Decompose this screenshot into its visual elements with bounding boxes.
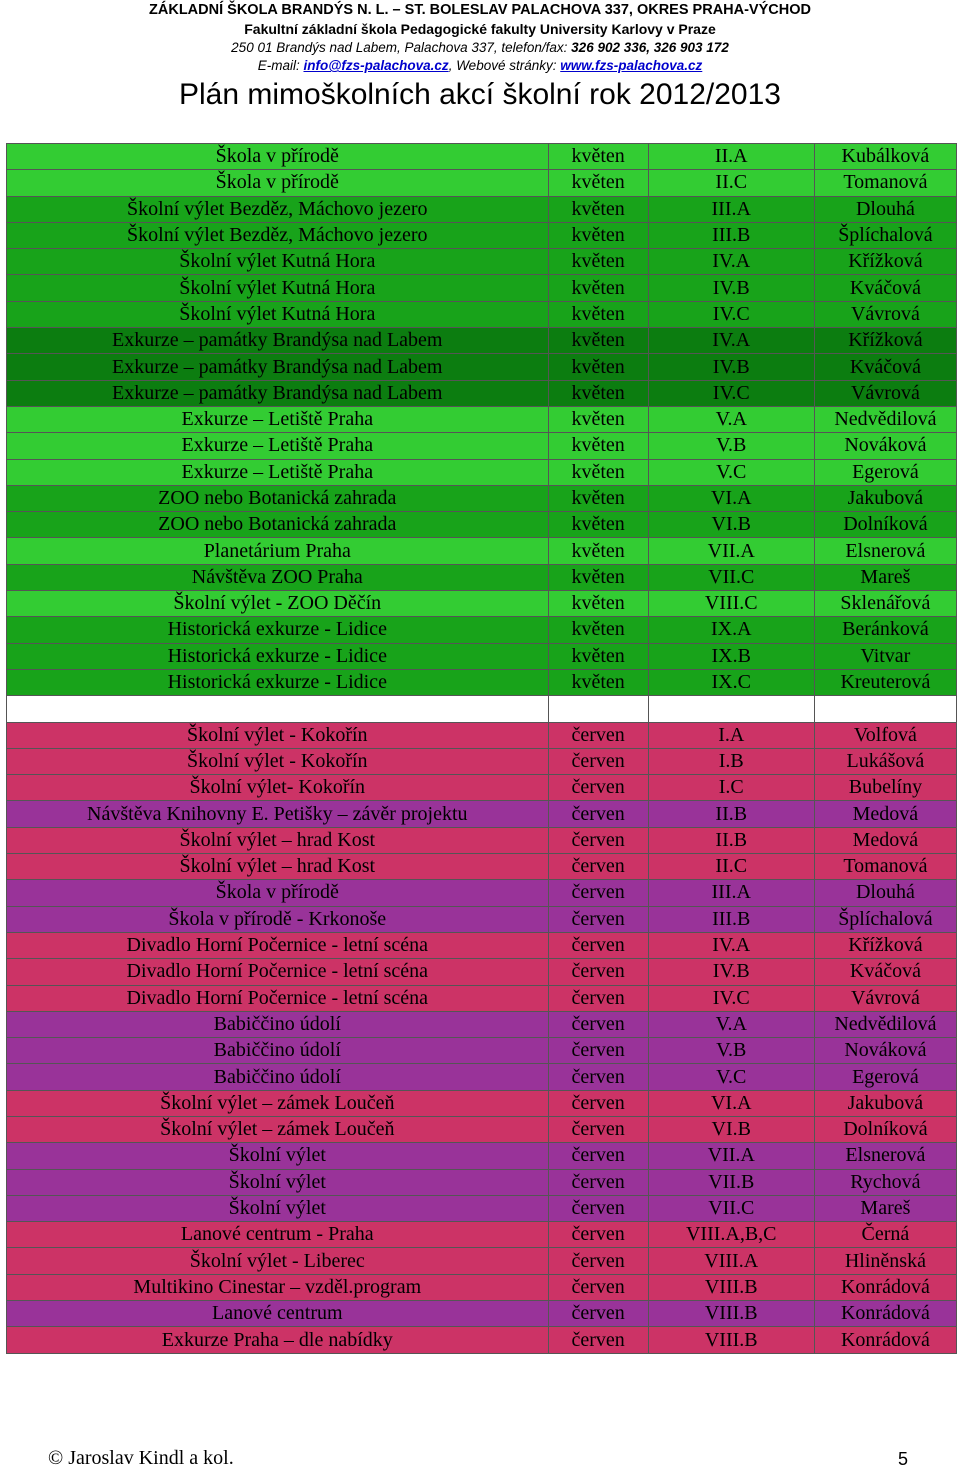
cell-month: červen <box>548 880 648 906</box>
table-row <box>7 1038 957 1064</box>
address-text: 250 01 Brandýs nad Labem, Palachova 337, telefon/fax: <box>231 40 572 55</box>
cell-teacher: Křížková <box>814 249 956 275</box>
cell-event: Školní výlet- Kokořín <box>7 775 549 801</box>
table-row <box>7 433 957 459</box>
cell-event: Školní výlet - ZOO Děčín <box>7 591 549 617</box>
cell-month: červen <box>548 1090 648 1116</box>
table-row <box>7 643 957 669</box>
cell-class: VI.B <box>648 512 814 538</box>
cell-month: červen <box>548 1301 648 1327</box>
cell-month: červen <box>548 1116 648 1142</box>
cell-class: IX.B <box>648 643 814 669</box>
table-row <box>7 564 957 590</box>
cell-teacher: Bubelíny <box>814 775 956 801</box>
table-row <box>7 959 957 985</box>
cell-class: II.B <box>648 801 814 827</box>
cell-class: II.C <box>648 854 814 880</box>
cell-teacher: Elsnerová <box>814 538 956 564</box>
cell-teacher <box>814 696 956 722</box>
cell-class: V.A <box>648 406 814 432</box>
cell-event: Planetárium Praha <box>7 538 549 564</box>
table-row <box>7 1274 957 1300</box>
cell-event: Historická exkurze - Lidice <box>7 617 549 643</box>
table-row <box>7 249 957 275</box>
cell-month: květen <box>548 433 648 459</box>
table-row <box>7 406 957 432</box>
cell-month: červen <box>548 906 648 932</box>
cell-month: květen <box>548 354 648 380</box>
cell-teacher: Černá <box>814 1222 956 1248</box>
table-row <box>7 722 957 748</box>
cell-event: Divadlo Horní Počernice - letní scéna <box>7 985 549 1011</box>
table-row <box>7 196 957 222</box>
cell-class: IV.C <box>648 301 814 327</box>
cell-teacher: Šplíchalová <box>814 906 956 932</box>
cell-event: Školní výlet - Liberec <box>7 1248 549 1274</box>
cell-class: VII.C <box>648 564 814 590</box>
cell-month: květen <box>548 564 648 590</box>
cell-class: VIII.A,B,C <box>648 1222 814 1248</box>
cell-teacher: Sklenářová <box>814 591 956 617</box>
web-label: , Webové stránky: <box>448 58 561 73</box>
cell-teacher: Nováková <box>814 1038 956 1064</box>
cell-event: Babiččino údolí <box>7 1011 549 1037</box>
cell-class: VI.B <box>648 1116 814 1142</box>
cell-class: VI.A <box>648 485 814 511</box>
cell-teacher: Mareš <box>814 564 956 590</box>
cell-month: květen <box>548 459 648 485</box>
table-row <box>7 906 957 932</box>
cell-class: II.A <box>648 144 814 170</box>
cell-class: VII.B <box>648 1169 814 1195</box>
cell-class: III.A <box>648 196 814 222</box>
cell-month: květen <box>548 406 648 432</box>
cell-month: květen <box>548 144 648 170</box>
cell-teacher: Kubálková <box>814 144 956 170</box>
website-link[interactable]: www.fzs-palachova.cz <box>560 58 703 73</box>
cell-event: Historická exkurze - Lidice <box>7 669 549 695</box>
table-row <box>7 459 957 485</box>
cell-class: V.B <box>648 1038 814 1064</box>
cell-class: IX.A <box>648 617 814 643</box>
cell-teacher: Vávrová <box>814 380 956 406</box>
cell-event: Škola v přírodě <box>7 170 549 196</box>
email-label: E-mail: <box>257 58 304 73</box>
cell-event: Školní výlet Kutná Hora <box>7 249 549 275</box>
cell-event: Školní výlet Kutná Hora <box>7 301 549 327</box>
events-table-body <box>7 144 957 1354</box>
cell-event: Školní výlet Bezděz, Máchovo jezero <box>7 196 549 222</box>
table-row <box>7 485 957 511</box>
cell-month: květen <box>548 512 648 538</box>
cell-class: I.C <box>648 775 814 801</box>
cell-month: červen <box>548 1143 648 1169</box>
contact-line <box>0 58 960 73</box>
cell-teacher: Vávrová <box>814 985 956 1011</box>
cell-month: červen <box>548 854 648 880</box>
table-row <box>7 1064 957 1090</box>
cell-event: Exkurze – Letiště Praha <box>7 406 549 432</box>
table-row <box>7 880 957 906</box>
cell-teacher: Kreuterová <box>814 669 956 695</box>
cell-teacher: Egerová <box>814 1064 956 1090</box>
table-row <box>7 1090 957 1116</box>
cell-teacher: Konrádová <box>814 1301 956 1327</box>
table-row <box>7 669 957 695</box>
cell-teacher: Elsnerová <box>814 1143 956 1169</box>
cell-class: VI.A <box>648 1090 814 1116</box>
cell-event: Školní výlet <box>7 1143 549 1169</box>
cell-event: Exkurze – památky Brandýsa nad Labem <box>7 328 549 354</box>
table-row <box>7 380 957 406</box>
cell-class: VIII.A <box>648 1248 814 1274</box>
cell-month: červen <box>548 827 648 853</box>
cell-month: květen <box>548 196 648 222</box>
cell-month: červen <box>548 985 648 1011</box>
cell-event: Školní výlet - Kokořín <box>7 722 549 748</box>
cell-teacher: Konrádová <box>814 1274 956 1300</box>
cell-month: červen <box>548 1038 648 1064</box>
cell-month: květen <box>548 170 648 196</box>
page-title: Plán mimoškolních akcí školní rok 2012/2013 <box>179 78 781 111</box>
table-row <box>7 1301 957 1327</box>
cell-class: I.B <box>648 748 814 774</box>
table-row <box>7 275 957 301</box>
cell-teacher: Medová <box>814 801 956 827</box>
cell-month: červen <box>548 1064 648 1090</box>
cell-class: IV.C <box>648 380 814 406</box>
cell-event: Školní výlet – hrad Kost <box>7 827 549 853</box>
cell-month: květen <box>548 591 648 617</box>
cell-teacher: Tomanová <box>814 854 956 880</box>
cell-teacher: Medová <box>814 827 956 853</box>
cell-teacher: Volfová <box>814 722 956 748</box>
cell-month: květen <box>548 380 648 406</box>
table-row <box>7 696 957 722</box>
cell-class: IV.A <box>648 328 814 354</box>
cell-month: červen <box>548 959 648 985</box>
cell-teacher: Konrádová <box>814 1327 956 1353</box>
cell-class: VIII.B <box>648 1301 814 1327</box>
cell-event: Školní výlet Kutná Hora <box>7 275 549 301</box>
cell-event: Exkurze – Letiště Praha <box>7 433 549 459</box>
cell-class: IX.C <box>648 669 814 695</box>
cell-class: III.B <box>648 222 814 248</box>
cell-teacher: Šplíchalová <box>814 222 956 248</box>
table-row <box>7 1327 957 1353</box>
table-row <box>7 985 957 1011</box>
cell-month: červen <box>548 1011 648 1037</box>
table-row <box>7 932 957 958</box>
cell-month: květen <box>548 538 648 564</box>
cell-teacher: Kváčová <box>814 354 956 380</box>
cell-teacher: Mareš <box>814 1195 956 1221</box>
cell-class: VIII.C <box>648 591 814 617</box>
cell-month: červen <box>548 1248 648 1274</box>
cell-class: V.A <box>648 1011 814 1037</box>
cell-teacher: Kváčová <box>814 959 956 985</box>
cell-month: květen <box>548 643 648 669</box>
cell-month <box>548 696 648 722</box>
cell-event: Škola v přírodě - Krkonoše <box>7 906 549 932</box>
cell-event: Babiččino údolí <box>7 1064 549 1090</box>
table-row <box>7 827 957 853</box>
cell-month: červen <box>548 1222 648 1248</box>
cell-event: Divadlo Horní Počernice - letní scéna <box>7 959 549 985</box>
cell-teacher: Vávrová <box>814 301 956 327</box>
cell-event: Školní výlet - Kokořín <box>7 748 549 774</box>
cell-month: červen <box>548 722 648 748</box>
cell-event: Multikino Cinestar – vzděl.program <box>7 1274 549 1300</box>
cell-class: IV.B <box>648 354 814 380</box>
table-row <box>7 328 957 354</box>
cell-teacher: Vitvar <box>814 643 956 669</box>
cell-class: II.B <box>648 827 814 853</box>
cell-class: III.A <box>648 880 814 906</box>
table-row <box>7 1116 957 1142</box>
cell-month: květen <box>548 485 648 511</box>
table-row <box>7 1169 957 1195</box>
cell-teacher: Kváčová <box>814 275 956 301</box>
cell-teacher: Křížková <box>814 328 956 354</box>
table-row <box>7 617 957 643</box>
table-row <box>7 354 957 380</box>
cell-class: VIII.B <box>648 1274 814 1300</box>
table-row <box>7 1222 957 1248</box>
cell-class: V.C <box>648 1064 814 1090</box>
faculty-affiliation: Fakultní základní škola Pedagogické fakulty University Karlovy v Praze <box>244 21 716 37</box>
cell-month: květen <box>548 222 648 248</box>
cell-class: IV.C <box>648 985 814 1011</box>
cell-event: Historická exkurze - Lidice <box>7 643 549 669</box>
cell-month: červen <box>548 801 648 827</box>
cell-class: VIII.B <box>648 1327 814 1353</box>
cell-class: III.B <box>648 906 814 932</box>
cell-teacher: Nedvědilová <box>814 406 956 432</box>
cell-teacher: Lukášová <box>814 748 956 774</box>
cell-event: Exkurze – Letiště Praha <box>7 459 549 485</box>
table-row <box>7 775 957 801</box>
cell-month: červen <box>548 748 648 774</box>
cell-event: Školní výlet – hrad Kost <box>7 854 549 880</box>
table-row <box>7 512 957 538</box>
cell-teacher: Beránková <box>814 617 956 643</box>
table-row <box>7 301 957 327</box>
cell-event <box>7 696 549 722</box>
table-row <box>7 801 957 827</box>
cell-event: Škola v přírodě <box>7 880 549 906</box>
cell-teacher: Jakubová <box>814 1090 956 1116</box>
cell-event: Škola v přírodě <box>7 144 549 170</box>
cell-teacher: Jakubová <box>814 485 956 511</box>
table-row <box>7 854 957 880</box>
cell-month: květen <box>548 301 648 327</box>
cell-event: Lanové centrum <box>7 1301 549 1327</box>
cell-month: květen <box>548 669 648 695</box>
cell-event: Divadlo Horní Počernice - letní scéna <box>7 932 549 958</box>
cell-month: květen <box>548 617 648 643</box>
cell-event: Lanové centrum - Praha <box>7 1222 549 1248</box>
cell-event: Školní výlet <box>7 1195 549 1221</box>
cell-teacher: Nedvědilová <box>814 1011 956 1037</box>
cell-teacher: Hliněnská <box>814 1248 956 1274</box>
cell-event: Babiččino údolí <box>7 1038 549 1064</box>
cell-month: květen <box>548 249 648 275</box>
cell-teacher: Egerová <box>814 459 956 485</box>
table-row <box>7 1248 957 1274</box>
cell-teacher: Rychová <box>814 1169 956 1195</box>
cell-teacher: Dlouhá <box>814 880 956 906</box>
address-line <box>0 40 960 55</box>
table-row <box>7 748 957 774</box>
cell-class: I.A <box>648 722 814 748</box>
cell-event: Exkurze Praha – dle nabídky <box>7 1327 549 1353</box>
cell-class: V.C <box>648 459 814 485</box>
cell-teacher: Nováková <box>814 433 956 459</box>
table-row <box>7 144 957 170</box>
cell-event: ZOO nebo Botanická zahrada <box>7 485 549 511</box>
cell-event: Školní výlet – zámek Loučeň <box>7 1116 549 1142</box>
cell-teacher: Dlouhá <box>814 196 956 222</box>
cell-month: květen <box>548 275 648 301</box>
cell-class: V.B <box>648 433 814 459</box>
cell-month: červen <box>548 775 648 801</box>
cell-month: červen <box>548 932 648 958</box>
cell-class: IV.B <box>648 959 814 985</box>
table-row <box>7 591 957 617</box>
cell-event: ZOO nebo Botanická zahrada <box>7 512 549 538</box>
table-row <box>7 1011 957 1037</box>
cell-teacher: Dolníková <box>814 512 956 538</box>
cell-teacher: Tomanová <box>814 170 956 196</box>
cell-class: VII.A <box>648 1143 814 1169</box>
school-name: ZÁKLADNÍ ŠKOLA BRANDÝS N. L. – ST. BOLESLAV PALACHOVA 337, OKRES PRAHA-VÝCHOD <box>149 2 811 18</box>
cell-class: IV.A <box>648 249 814 275</box>
cell-event: Exkurze – památky Brandýsa nad Labem <box>7 380 549 406</box>
cell-class <box>648 696 814 722</box>
cell-event: Školní výlet Bezděz, Máchovo jezero <box>7 222 549 248</box>
cell-event: Návštěva ZOO Praha <box>7 564 549 590</box>
cell-class: IV.B <box>648 275 814 301</box>
cell-month: červen <box>548 1169 648 1195</box>
cell-class: VII.A <box>648 538 814 564</box>
table-row <box>7 538 957 564</box>
cell-month: červen <box>548 1274 648 1300</box>
table-row <box>7 1143 957 1169</box>
cell-class: VII.C <box>648 1195 814 1221</box>
cell-event: Školní výlet – zámek Loučeň <box>7 1090 549 1116</box>
table-row <box>7 170 957 196</box>
cell-month: červen <box>548 1327 648 1353</box>
cell-event: Školní výlet <box>7 1169 549 1195</box>
cell-month: červen <box>548 1195 648 1221</box>
email-link[interactable]: info@fzs-palachova.cz <box>303 58 449 73</box>
cell-month: květen <box>548 328 648 354</box>
cell-class: IV.A <box>648 932 814 958</box>
table-row <box>7 1195 957 1221</box>
page-number: 5 <box>898 1449 909 1469</box>
cell-event: Exkurze – památky Brandýsa nad Labem <box>7 354 549 380</box>
table-row <box>7 222 957 248</box>
cell-teacher: Dolníková <box>814 1116 956 1142</box>
footer-author: © Jaroslav Kindl a kol. <box>48 1447 234 1469</box>
cell-class: II.C <box>648 170 814 196</box>
cell-teacher: Křížková <box>814 932 956 958</box>
events-table <box>6 143 957 1354</box>
phone-numbers: 326 902 336, 326 903 172 <box>571 40 729 55</box>
cell-event: Návštěva Knihovny E. Petišky – závěr projektu <box>7 801 549 827</box>
